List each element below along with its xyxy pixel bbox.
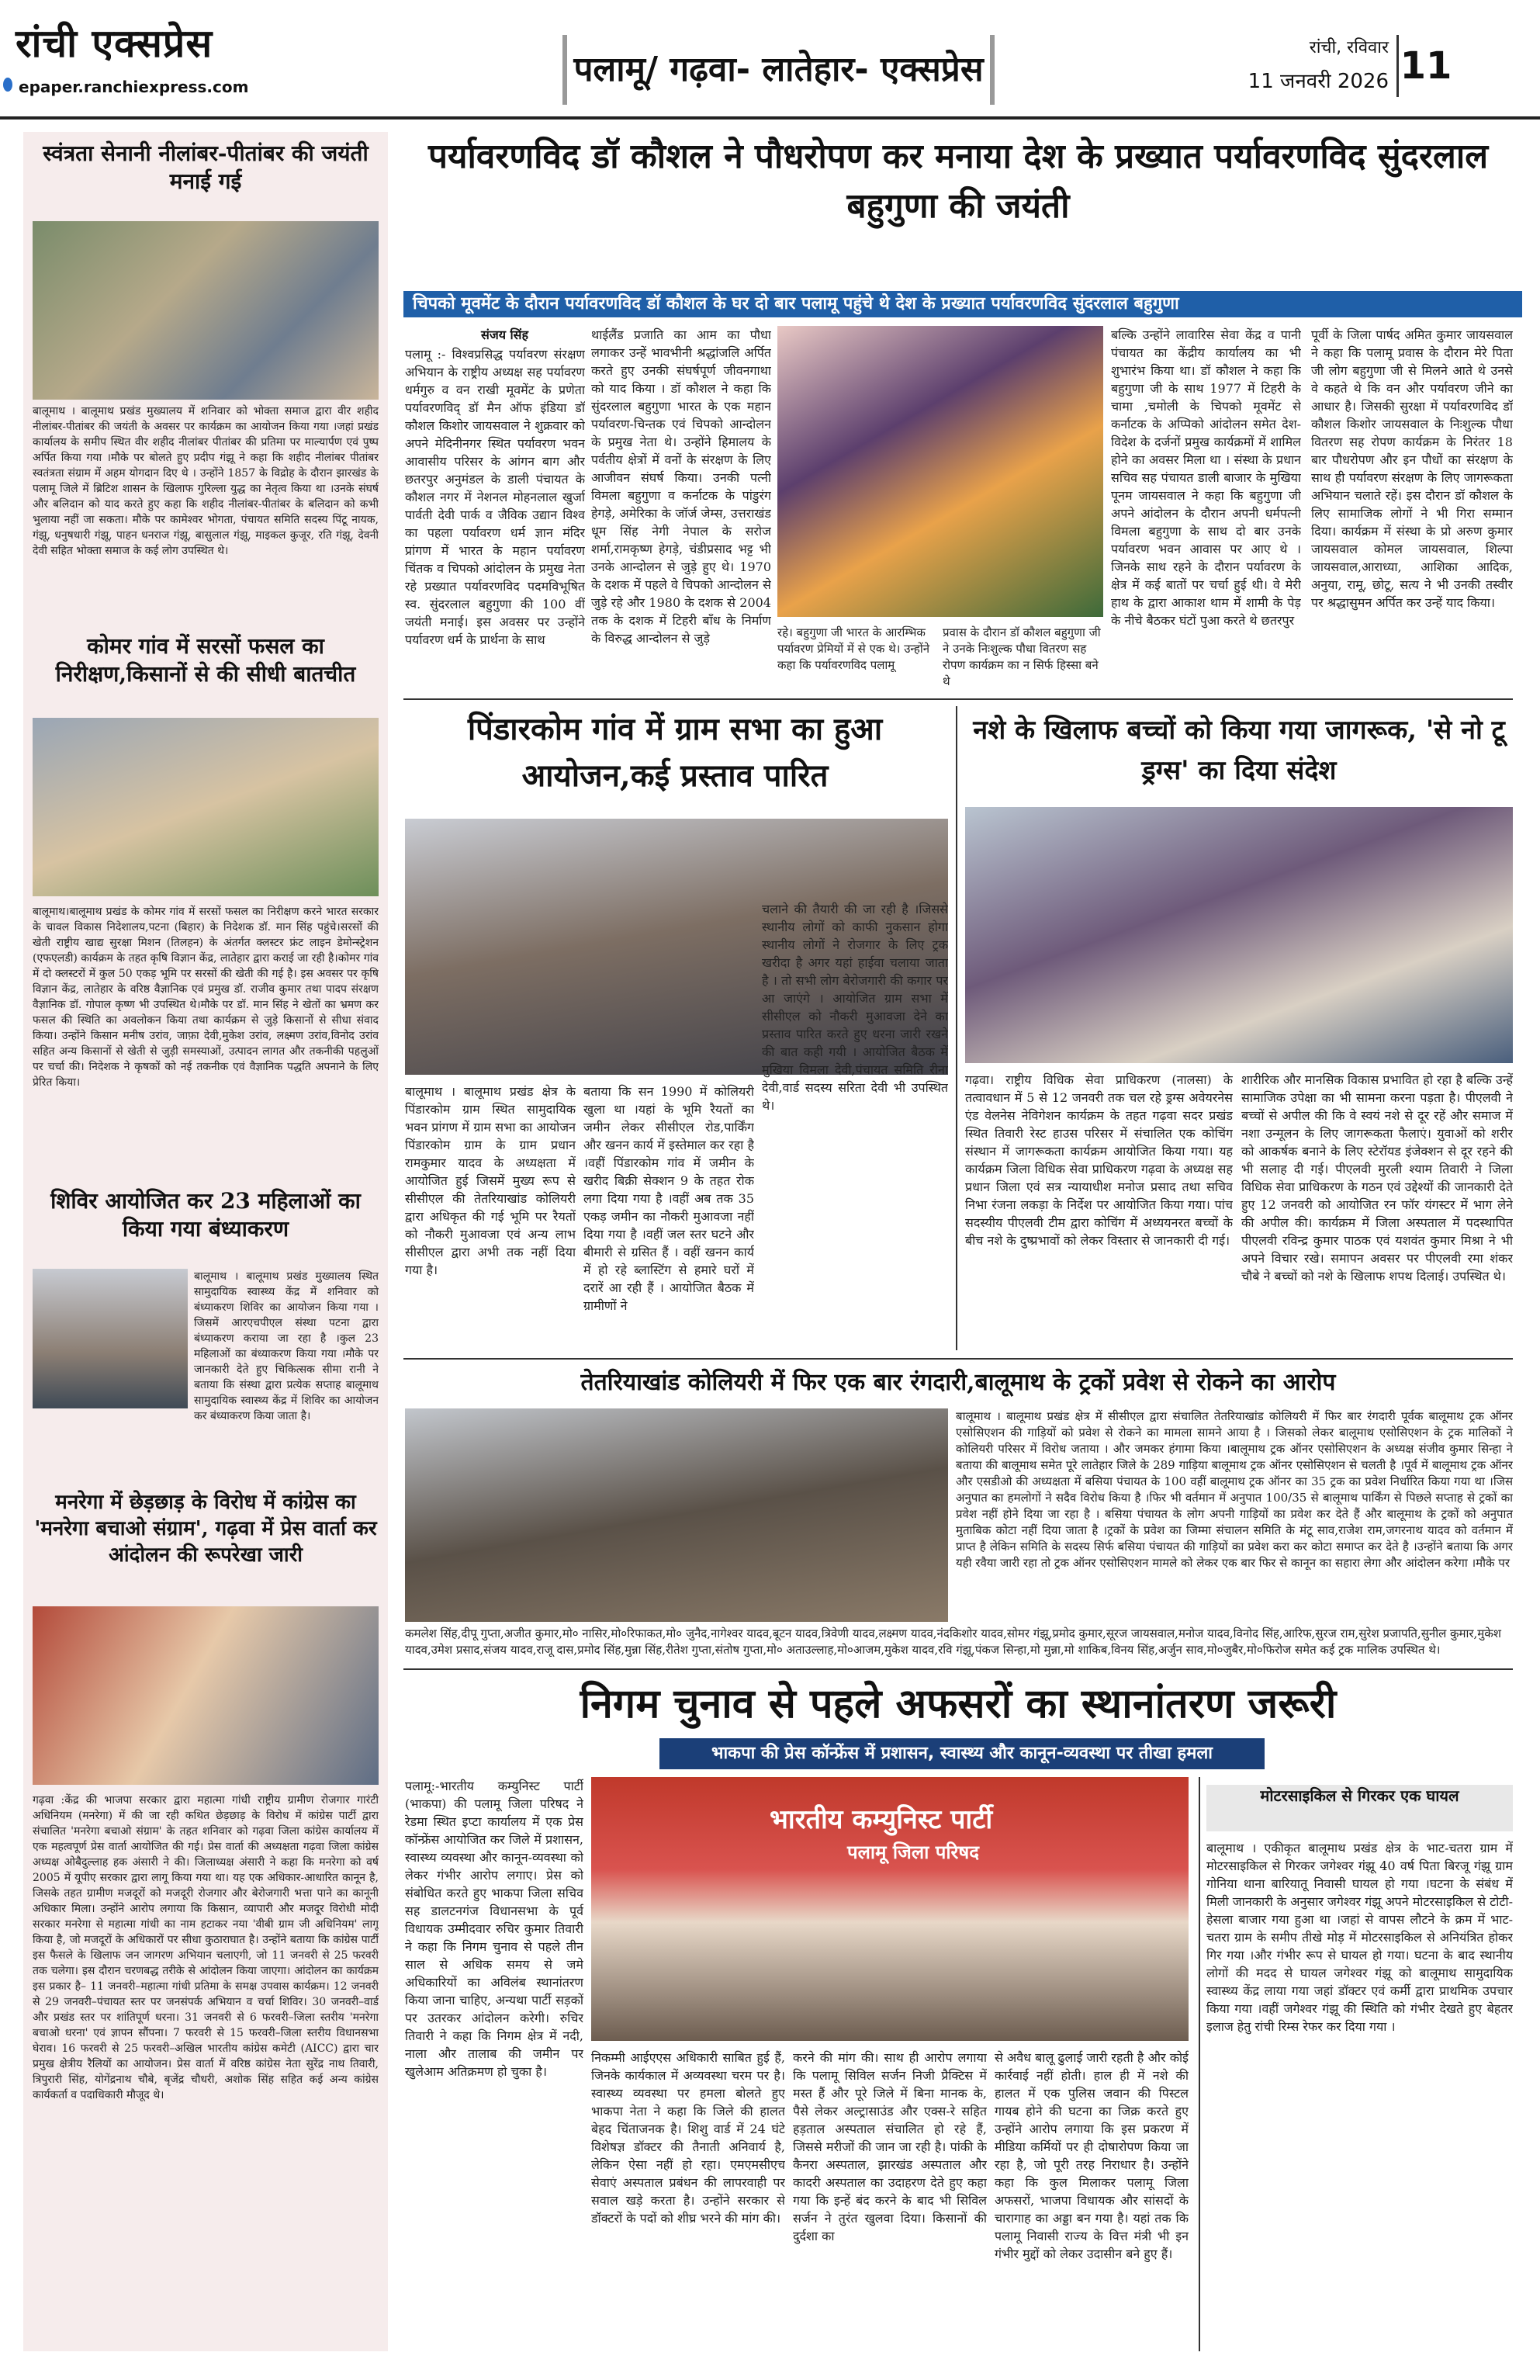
story-body: शारीरिक और मानसिक विकास प्रभावित हो रहा है बल्कि उन्हें सामाजिक उपेक्षा का भी सामना करना पड़ता है। पीएलवी ने बच्चों से अपील की कि वे स्वयं नशे से दूर रहें और समाज में नशा उन्मूलन के लिए जागरूकता फैलाएं। युवाओं को शरीर को आकर्षक बनाने के लिए स्टेरॉयड इंजेक्शन से दूर रहने की भी सलाह दी गई। पीएलवी मुरली श्याम तिवारी ने जिला विधिक सेवा प्राधिकरण के गठन एवं उद्देश्यों की जानकारी देते हुए 12 जनवरी को आयोजित रन फॉर यंगस्टर में भाग लेने की अपील की। कार्यक्रम में जिला अस्पताल में पदस्थापित पीएलवी रविन्द्र कुमार पाठक एवं यशवंत कुमार मिश्रा ने भी अपने विचार रखे। समापन अवसर पर पीएलवी रमा शंकर चौबे ने बच्चों को नशे के खिलाफ शपथ दिलाई। उपस्थित थे। [1241,1072,1513,1284]
story-heading[interactable]: स्वंत्रता सेनानी नीलांबर-पीतांबर की जयंती मनाई गई [43,140,369,195]
edition-date: 11 जनवरी 2026 [1248,70,1389,93]
story-body: पलामू:-भारतीय कम्युनिस्ट पार्टी (भाकपा) की पलामू जिला परिषद ने रेडमा स्थित इप्टा कार्यालय में एक प्रेस कॉन्फ्रेंस आयोजित कर जिले में प्रशासन, स्वास्थ्य व्यवस्था और कानून-व्यवस्था को लेकर गंभीर आरोप लगाए। प्रेस को संबोधित करते हुए भाकपा जिला सचिव सह डालटनगंज विधानसभा के पूर्व विधायक उम्मीदवार रुचिर कुमार तिवारी ने कहा कि निगम चुनाव से पहले तीन साल से अधिक समय से जमे अधिकारियों का अविलंब स्थानांतरण किया जाना चाहिए, अन्यथा पार्टी सड़कों पर उतरकर आंदोलन करेगी। रुचिर तिवारी ने कहा कि निगम क्षेत्र में नदी, नाला और तालाब की जमीन पर खुलेआम अतिक्रमण हो चुका है। [405,1779,583,2079]
edition-city: रांची, रविवार [1309,38,1389,57]
story-heading[interactable]: निगम चुनाव से पहले अफसरों का स्थानांतरण जरूरी [580,1680,1337,1727]
lead-column: बल्कि उन्होंने लावारिस सेवा केंद्र व पानी पंचायत का केंद्रीय कार्यालय का भी शुभारंभ किया था। डॉ कौशल ने कहा कि बहुगुणा जी के साथ 1977 में टिहरी के चामा ,चमोली के चिपको मूवमेंट से कर्नाटक के अप्पिको आंदोलन समेत देश-विदेश के दर्जनों प्रमुख कार्यक्रमों में शामिल होने का अवसर मिला था । संस्था के प्रधान सचिव सह पंचायत डाली बाजार के मुखिया पूनम जायसवाल ने कहा कि बहुगुणा जी अपने आंदोलन के दौरान अपनी धर्मपत्नी विमला बहुगुणा के साथ दो बार उनके पर्यावरण भवन आवास पर आए थे । जिनके साथ रहने के दौरान पर्यावरण के क्षेत्र में कई बातों पर चर्चा हुई थी। वे मेरी हाथ के द्वारा आकाश थाम में शामी के पेड़ के नीचे बैठकर घंटों पुआ करते थे छतरपुर [1111,327,1301,628]
lead-column: पूर्वी के जिला पार्षद अमित कुमार जायसवाल ने कहा कि पलामू प्रवास के दौरान मेरे पिता जी लोग बहुगुणा जी से मिलने आते थे उनसे वे कहते थे कि वन और पर्यावरण जीने का आधार है। जिसकी सुरक्षा में पर्यावरणविद डॉ कौशल किशोर जायसवाल के निःशुल्क पौधा वितरण सह रोपण कार्यक्रम के निरंतर 18 बार पौधरोपण और इन पौधों का संरक्षण के साथ ही पर्यावरण संरक्षण के लिए जागरूकता अभियान चलाते रहें। इस दौरान डॉ कौशल के लिए सामाजिक लोगों ने भी गिरा सम्मान दिया। कार्यक्रम में संस्था के प्रो अरुण कुमार जायसवाल कोमल जायसवाल, शिल्पा जायसवाल,आराध्या, आशिका आदिक, अनुया, रामू, छोटू, सत्य ने भी उनकी तस्वीर पर श्रद्धासुमन अर्पित कर उन्हें याद किया। [1311,327,1513,610]
photo-banner-subtext: पलामू जिला परिषद [847,1841,979,1863]
lead-column: पलामू :- विश्वप्रसिद्ध पर्यावरण संरक्षण अभियान के राष्ट्रीय अध्यक्ष सह पर्यावरण धर्मगुरु व वन राखी मूवमेंट के प्रणेता पर्यावरणविद् डॉ मैन ऑफ इंडिया डॉ कौशल किशोर जायसवाल ने शुक्रवार को अपने मेदिनीनगर स्थित पर्यावरण भवन आवासीय परिसर के आंगन बाग और छतरपुर अनुमंडल के डाली पंचायत के कौशल नगर में नेशनल मोहनलाल खुर्जा पार्वती देवी पार्क व जैविक उद्यान विश्व का पहला पर्यावरण धर्म ज्ञान मंदिर प्रांगण में भारत के महान पर्यावरण चिंतक व चिपको आंदोलन के प्रमुख नेता रहे प्रख्यात पर्यावरणविद पदमविभूषित स्व. सुंदरलाल बहुगुणा की 100 वीं जयंती मनाई। इस अवसर पर उन्होंने पर्यावरण धर्म के प्रार्थना के साथ [405,347,585,647]
story-photo [965,807,1513,1063]
photo-banner-text: भारतीय कम्युनिस्ट पार्टी [770,1804,993,1835]
page-number: 11 [1396,35,1453,97]
story-body: बालूमाथ । बालूमाथ प्रखंड मुख्यालय में शनिवार को भोक्ता समाज द्वारा वीर शहीद नीलांबर-पीतांबर की जयंती के अवसर पर कार्यक्रम का आयोजन किया गया ।जहां प्रखंड कार्यालय के समीप स्थित वीर शहीद नीलांबर पीतांबर की प्रतिमा पर माल्यार्पण एवं पुष्प अर्पित किया गया ।मौके पर बोलते हुए प्रदीप गंझू ने कहा कि शहीद नीलांबर पीतांबर स्वतंत्रता संग्राम में अहम योगदान दिए थे । उन्होंने 1857 के विद्रोह के दौरान झारखंड के पलामू जिले में ब्रिटिश शासन के खिलाफ गुरिल्ला युद्ध का नेतृत्व किया था ।उनके संघर्ष और बलिदान को याद करते हुए कहा कि शहीद नीलांबर-पीतांबर के बलिदान को कभी भुलाया नहीं जा सकता। मौके पर कामेश्वर भोगता, पंचायत समिति सदस्य पिंटू नायक, गंझू, धनुषधारी गंझू, पाहन धनराज गंझू, बासुलाल गंझू, माइकल कुजूर, रति गंझू, देवनी देवी सहित भोक्ता समाज के कई लोग उपस्थित थे। [33,405,379,557]
section-divider [403,698,1513,700]
story-body: करने की मांग की। साथ ही आरोप लगाया कि पलामू सिविल सर्जन निजी प्रैक्टिस में मस्त हैं और पूरे जिले में बिना मानक के, पैसे लेकर अल्ट्रासाउंड और एक्स-रे सहित हड़ताल अस्पताल संचालित हो रहे हैं, जिससे मरीजों की जान जा रही है। पांकी के कैनरा अस्पताल, झारखंड अस्पताल और कादरी अस्पताल का उदाहरण देते हुए कहा गया कि इन्हें बंद करने के बाद भी सिविल सर्जन ने तुरंत खुलवा दिया। किसानों की दुर्दशा का [793,2050,987,2243]
masthead-divider [0,116,1540,120]
story-photo [33,221,379,400]
story-body: बालूमाथ।बालूमाथ प्रखंड के कोमर गांव में सरसों फसल का निरीक्षण करने भारत सरकार के चावल विकास निदेशालय,पटना (बिहार) के निदेशक डॉ. मान सिंह पहुंचे।सरसों की खेती राष्ट्रीय खाद्य सुरक्षा मिशन (तिलहन) के अंतर्गत क्लस्टर फ्रंट लाइन डेमोन्स्ट्रेशन (एफएलडी) कार्यक्रम के तहत कृषि विज्ञान केंद्र, लातेहार द्वारा कराई जा रही है।कोमर गांव में दो क्लस्टरों में कुल 50 एकड़ भूमि पर सरसों की खेती की गई है। इस अवसर पर कृषि विज्ञान केंद्र, लातेहार के वरिष्ठ वैज्ञानिक एवं प्रमुख डॉ. राजीव कुमार तथा पादप संरक्षण वैज्ञानिक डॉ. गोपाल कृष्ण भी उपस्थित थे।मौके पर डॉ. मान सिंह ने खेतों का भ्रमण कर फसल की स्थिति का अवलोकन किया तथा कार्यक्रम से जुड़े किसानों से सीधा संवाद किया। उन्होंने किसान मनीष उरांव, जाफ़ा देवी,मुकेश उरांव, लक्ष्मण उरांव,विनोद उरांव सहित अन्य किसानों से खेती से जुड़ी समस्याओं, उत्पादन लागत और तकनीकी पहलुओं पर चर्चा की। निदेशक ने कृषकों को नई तकनीक एवं वैज्ञानिक पद्धति अपनाने के लिए प्रेरित किया। [33,906,379,1089]
story-heading[interactable]: कोमर गांव में सरसों फसल का निरीक्षण,किसानों से की सीधी बातचीत [55,633,356,688]
story-photo [33,1606,379,1785]
story-body: बालूमाथ । बालूमाथ प्रखंड क्षेत्र में सीसीएल द्वारा संचालित तेतरियाखांड कोलियरी में फिर बार रंगदारी पूर्वक बालूमाथ ट्रक ऑनर एसोसिएशन की गाड़ियों को प्रवेश से रोकने का मामला सामने आया है । जिसको लेकर बालूमाथ एसोसिएशन के ट्रक मालिकों ने कोलियरी परिसर में विरोध जताया । और जमकर हंगामा किया ।बालूमाथ ट्रक ऑनर एसोसिएशन के अध्यक्ष संजीव कुमार सिन्हा ने बताया की बालूमाथ समेत पूरे लातेहार जिले के 289 गाड़िया बालूमाथ ट्रक ऑनर एसोसिएशन से चलती है ।पूर्व में बालूमाथ ट्रक ऑनर और एसडीओ की अध्यक्षता में बसिया पंचायत के 100 वहीं बालूमाथ ट्रक ऑनर का 35 ट्रक का प्रवेश निर्धारित किया गया था ।जिस अनुपात का हमलोगों ने सदैव विरोध किया है ।फिर भी वर्तमान में अनुपात 100/35 से बालूमाथ पार्किंग से पिछले सप्ताह से ट्रकों का प्रवेश नहीं होने दिया जा रहा है । बसिया पंचायत के लोग अपनी गाड़ियों का प्रवेश कर देते हैं और बालूमाथ के ट्रकों को अनुपात मुताबिक कोटा नहीं दिया जाता है ।ट्रकों के प्रवेश का जिम्मा संचालन समिति के मंटू साव,राजेश राम,जगरनाथ यादव को वर्तमान में प्राप्त है लेकिन समिति के सदस्य सिर्फ बसिया पंचायत की गाड़ियों का प्रवेश करा कर कोटा समाप्त कर देते है ।उन्होंने बताया कि अगर यही रवैया जारी रहा तो ट्रक ऑनर एसोसिएशन मामले को लेकर एक बार फिर से कानून का सहारा लेगा और आंदोलन करेगा ।मौके पर [956,1409,1513,1570]
globe-icon [3,78,12,92]
story-photo [405,1408,948,1622]
photo-caption: रहे। बहुगुणा जी भारत के आरम्भिक पर्यावरण प्रेमियों में से एक थे। उन्होंने कहा कि पर्यावरणविद पलामू [777,625,930,672]
story-heading[interactable]: पिंडारकोम गांव में ग्राम सभा का हुआ आयोजन,कई प्रस्ताव पारित [467,711,883,794]
section-divider [403,1668,1513,1670]
photo-caption: प्रवास के दौरान डॉ कौशल बहुगुणा जी ने उनके निःशुल्क पौधा वितरण सह रोपण कार्यक्रम का न सिर्फ हिस्सा बने थे [943,625,1101,688]
photo-caption: कमलेश सिंह,दीपू गुप्ता,अजीत कुमार,मो० नासिर,मो०रिफाकत,मो० जुनैद,नागेश्वर यादव,बूटन यादव,त्रिवेणी यादव,लक्ष्मण यादव,नंदकिशोर यादव,सोमर गंझू,प्रमोद कुमार,सूरज जायसवाल,मनोज यादव,विनोद सिंह,आरिफ,सुरज राम,सुरेश प्रजापति,सुनील कुमार,मुकेश यादव,उमेश प्रसाद,संजय यादव,राजू दास,प्रमोद सिंह,मुन्ना सिंह,रीतेश गुप्ता,संतोष गुप्ता,मो० अताउल्लाह,मो०आजम,मुकेश यादव,रवि गंझू,पंकज सिन्हा,मो मुन्ना,मो शाकिब,विनय सिंह,अर्जुन साव,मो०जुबैर,मो०फिरोज समेत कई ट्रक मालिक उपस्थित थे। [405,1627,1501,1657]
brief-body: बालूमाथ । एकीकृत बालूमाथ प्रखंड क्षेत्र के भाट-चतरा ग्राम में मोटरसाइकिल से गिरकर जगेश्वर गंझू 40 वर्ष पिता बिरजू गंझू ग्राम गोनिया थाना बारियातू निवासी घायल हो गया ।घटना के संबंध में मिली जानकारी के अनुसार जगेश्वर गंझू अपने मोटरसाइकिल से टोटी-हेसला बाजार गया हुआ था ।जहां से वापस लौटने के क्रम में भाट-चतरा ग्राम के समीप तीखे मोड़ में मोटरसाइकिल से अनियंत्रित होकर गिर गया ।और गंभीर रूप से घायल हो गया। घटना के बाद स्थानीय लोगों की मदद से घायल जगेश्वर गंझू को बालूमाथ सामुदायिक स्वास्थ्य केंद्र लाया गया जहां डॉक्टर एवं कर्मी द्वारा प्राथमिक उपचार किया गया ।वहीं जगेश्वर गंझू की स्थिति को गंभीर देखते हुए बेहतर इलाज हेतु रांची रिम्स रेफर कर दिया गया । [1206,1841,1513,2034]
story-body: बालूमाथ । बालूमाथ प्रखंड क्षेत्र के पिंडारकोम ग्राम स्थित सामुदायिक भवन प्रांगण में ग्राम सभा का आयोजन पिंडारकोम ग्राम के ग्राम प्रधान रामकुमार यादव के अध्यक्षता में आयोजित हुई जिसमें मुख्य रूप से सीसीएल की तेतरियाखांड कोलियरी द्वारा अधिकृत की गई भूमि पर रैयतों को नौकरी मुआवजा एवं अन्य लाभ सीसीएल द्वारा अभी तक नहीं दिया गया है। [405,1084,576,1277]
story-heading[interactable]: मनरेगा में छेड़छाड़ के विरोध में कांग्रेस का 'मनरेगा बचाओ संग्राम', गढ़वा में प्रेस वार्ता कर आंदोलन की रूपरेखा जारी [34,1491,377,1567]
story-photo [591,1777,1189,2041]
story-body: गढ़वा :केंद्र की भाजपा सरकार द्वारा महात्मा गांधी राष्ट्रीय ग्रामीण रोजगार गारंटी अधिनियम (मनरेगा) में की जा रही कथित छेड़छाड़ के विरोध में कांग्रेस पार्टी द्वारा संचालित 'मनरेगा बचाओ संग्राम' के तहत शनिवार को गढ़वा जिला कांग्रेस कार्यालय में एक महत्वपूर्ण प्रेस वार्ता आयोजित की गई। प्रेस वार्ता की अध्यक्षता गढ़वा जिला कांग्रेस अध्यक्ष ओबैदुल्लाह हक अंसारी ने की। जिलाध्यक्ष अंसारी ने कहा कि मनरेगा को वर्ष 2005 में यूपीए सरकार द्वारा लागू किया गया था। यह एक अधिकार-आधारित कानून है, जिसके तहत ग्रामीण मजदूरों को मजदूरी रोजगार और बेरोजगारी भत्ता पाने का कानूनी अधिकार मिला। उन्होंने आरोप लगाया कि किसान, व्यापारी और मजदूर विरोधी मोदी सरकार मनरेगा से महात्मा गांधी का नाम हटाकर नया 'वीबी ग्राम जी अधिनियम' लागू किया है, जो मजदूरों के अधिकारों पर सीधा कुठाराघात है। उन्होंने बताया कि कांग्रेस पार्टी इस फैसले के खिलाफ जन जागरण अभियान चलाएगी, जो 11 जनवरी से 25 फरवरी तक चलेगा। इस दौरान चरणबद्ध तरीके से आंदोलन किया जाएगा। आंदोलन का कार्यक्रम इस प्रकार है– 11 जनवरी–महात्मा गांधी प्रतिमा के समक्ष उपवास कार्यक्रम। 12 जनवरी से 29 जनवरी–पंचायत स्तर पर जनसंपर्क अभियान व चर्चा शिविर। 30 जनवरी–वार्ड और प्रखंड स्तर पर शांतिपूर्ण धरना। 31 जनवरी से 6 फरवरी–जिला स्तरीय 'मनरेगा बचाओ धरना' एवं ज्ञापन सौंपना। 7 फरवरी से 15 फरवरी–जिला स्तरीय विधानसभा घेराव। 16 फरवरी से 25 फरवरी–अखिल भारतीय कांग्रेस कमेटी (AICC) द्वारा चार प्रमुख क्षेत्रीय रैलियों का आयोजन। प्रेस वार्ता में वरिष्ठ कांग्रेस नेता सुरेंद्र नाथ तिवारी, त्रिपुरारी सिंह, योगेंद्रनाथ चौबे, बृजेंद्र चौधरी, अशोक सिंह सहित कई अन्य कांग्रेस कार्यकर्ता व पदाधिकारी मौजूद थे। [33,1794,379,2101]
epaper-url[interactable]: epaper.ranchiexpress.com [19,78,249,96]
story-body: बालूमाथ । बालूमाथ प्रखंड मुख्यालय स्थित सामुदायिक स्वास्थ्य केंद्र में शनिवार को बंध्याकरण शिविर का आयोजन किया गया ।जिसमें आरएचपीएल संस्था पटना द्वारा बंध्याकरण कराया जा रहा है ।कुल 23 महिलाओं का बंध्याकरण किया गया ।मौके पर जानकारी देते हुए चिकित्सक सीमा रानी ने बताया कि संस्था द्वारा प्रत्येक सप्ताह बालूमाथ सामुदायिक स्वास्थ्य केंद्र में शिविर का आयोजन कर बंध्याकरण किया जाता है। [194,1270,379,1422]
story-photo [33,718,379,896]
story-subhead: भाकपा की प्रेस कॉन्फ्रेंस में प्रशासन, स्वास्थ्य और कानून-व्यवस्था पर तीखा हमला [659,1738,1265,1769]
masthead-title: रांची एक्सप्रेस [16,20,213,66]
section-divider [403,1358,1513,1360]
story-body: गढ़वा। राष्ट्रीय विधिक सेवा प्राधिकरण (नालसा) के तत्वावधान में 5 से 12 जनवरी तक चल रहे ड्रग्स अवेयरनेस एंड वेलनेस नेविगेशन कार्यक्रम के तहत गढ़वा सदर प्रखंड स्थित तिवारी रेस्ट हाउस परिसर में संचालित एक कोचिंग संस्थान में जागरूकता कार्यक्रम आयोजित किया गया। यह कार्यक्रम जिला विधिक सेवा प्राधिकरण गढ़वा के अध्यक्ष सह प्रधान जिला एवं सत्र न्यायाधीश मनोज प्रसाद तथा सचिव निभा रंजना लकड़ा के निर्देश पर आयोजित किया गया। पांच सदस्यीय पीएलवी टीम द्वारा कोचिंग में अध्ययनरत बच्चों के बीच नशे के दुष्प्रभावों को लेकर विस्तार से जानकारी दी गई। [965,1072,1233,1248]
story-body: से अवैध बालू ढुलाई जारी रहती है और कोई कार्रवाई नहीं होती। हाल ही में नशे की हालत में एक पुलिस जवान की पिस्टल गायब होने की घटना का जिक्र करते हुए उन्होंने आरोप लगाया कि इस प्रकरण में मीडिया कर्मियों पर ही दोषारोपण किया जा रहा है, जो पूरी तरह निराधार है। उन्होंने कहा कि कुल मिलाकर पलामू जिला अफसरों, भाजपा विधायक और सांसदों के चारागाह का अड्डा बन गया है। यहां तक कि पलामू निवासी राज्य के वित्त मंत्री भी इन गंभीर मुद्दों को लेकर उदासीन बने हुए हैं। [995,2050,1189,2261]
story-heading[interactable]: नशे के खिलाफ बच्चों को किया गया जागरूक, 'से नो टू ड्रग्स' का दिया संदेश [973,715,1505,786]
story-body: निकम्मी आईएएस अधिकारी साबित हुई हैं, जिनके कार्यकाल में अव्यवस्था चरम पर है। स्वास्थ्य व्यवस्था पर हमला बोलते हुए भाकपा नेता ने कहा कि जिले की हालत बेहद चिंताजनक है। शिशु वार्ड में 24 घंटे विशेषज्ञ डॉक्टर की तैनाती अनिवार्य है, लेकिन ऐसा नहीं हो रहा। एमएमसीएच सेवाएं अस्पताल प्रबंधन की लापरवाही पर सवाल खड़े करता है। उन्होंने सरकार से डॉक्टरों के पदों को शीघ्र भरने की मांग की। [591,2050,785,2226]
edition-title: पलामू/ गढ़वा- लातेहार- एक्सप्रेस [562,35,995,105]
lead-byline: संजय सिंह [481,327,528,342]
story-heading[interactable]: तेतरियाखांड कोलियरी में फिर एक बार रंगदारी,बालूमाथ के ट्रकों प्रवेश से रोकने का आरोप [580,1369,1336,1396]
lead-subhead: चिपको मूवमेंट के दौरान पर्यावरणविद डॉ कौशल के घर दो बार पलामू पहुंचे थे देश के प्रख्यात पर्यावरणविद सुंदरलाल बहुगुणा [403,291,1522,317]
story-heading[interactable]: शिविर आयोजित कर 23 महिलाओं का किया गया बंध्याकरण [50,1188,361,1242]
lead-photo [777,326,1103,617]
lead-column: थाईलैंड प्रजाति का आम का पौधा लगाकर उन्हें भावभीनी श्रद्धांजलि अर्पित करते हुए उनकी संघर्षपूर्ण जीवनगाथा को याद किया । डॉ कौशल ने कहा कि सुंदरलाल बहुगुणा भारत के एक महान पर्यावरण-चिन्तक एवं चिपको आन्दोलन के प्रमुख नेता थे। उन्होंने हिमालय के पर्वतीय क्षेत्रों में वनों के संरक्षण के लिए आजीवन संघर्ष किया। उनकी पत्नी विमला बहुगुणा व कर्नाटक के पांडुरंग हेगड़े, अमेरिका के जॉर्ज जेम्स, उत्तराखंड धूम सिंह नेगी नेपाल के सरोज शर्मा,रामकृष्ण हेगड़े, चंडीप्रसाद भट्ट भी उनके आन्दोलन से जुड़े हुए थे। 1970 के दशक में पहले वे चिपको आन्दोलन से जुड़े रहे और 1980 के दशक से 2004 तक के दशक में टिहरी बाँध के निर्माण के विरुद्ध आन्दोलन से जुड़े [591,327,771,646]
story-body: बताया कि सन 1990 में कोलियरी खुला था ।यहां के भूमि रैयतों का जमीन लेकर सीसीएल रोड,पार्किंग और खनन कार्य में इस्तेमाल कर रहा है ।वहीं पिंडारकोम गांव में जमीन के खरीद बिक्री सेक्शन 9 के तहत रोक लगा दिया गया है ।वहीं अब तक 35 एकड़ जमीन का नौकरी मुआवजा नहीं दिया गया है ।वहीं जल स्तर घटने और बीमारी से ग्रसित हैं । वहीं खनन कार्य में हो रहे ब्लास्टिंग से हमारे घरों में दरारें आ रही हैं । आयोजित बैठक में ग्रामीणों ने [583,1084,754,1313]
story-body: चलाने की तैयारी की जा रही है ।जिससे स्थानीय लोगों को काफी नुकसान होगा स्थानीय लोगों ने रोजगार के लिए ट्रक खरीदा है अगर यहां हाईवा चलाया जाता है । तो सभी लोग बेरोजगारी की कगार पर आ जाएंगे । आयोजित ग्राम सभा में सीसीएल को नौकरी मुआवजा देने का प्रस्ताव पारित करते हुए धरना जारी रखने की बात कही गयी । आयोजित बैठक में मुखिया विमला देवी,पंचायत समिति रीना देवी,वार्ड सदस्य सरिता देवी भी उपस्थित थे। [762,902,948,1113]
column-divider [1199,1777,1200,2351]
column-divider [956,706,957,1350]
lead-headline[interactable]: पर्यावरणविद डॉ कौशल ने पौधरोपण कर मनाया देश के प्रख्यात पर्यावरणविद सुंदरलाल बहुगुणा की जयंती [427,137,1489,226]
story-photo [33,1269,188,1408]
brief-heading[interactable]: मोटरसाइकिल से गिरकर एक घायल [1206,1785,1513,1831]
